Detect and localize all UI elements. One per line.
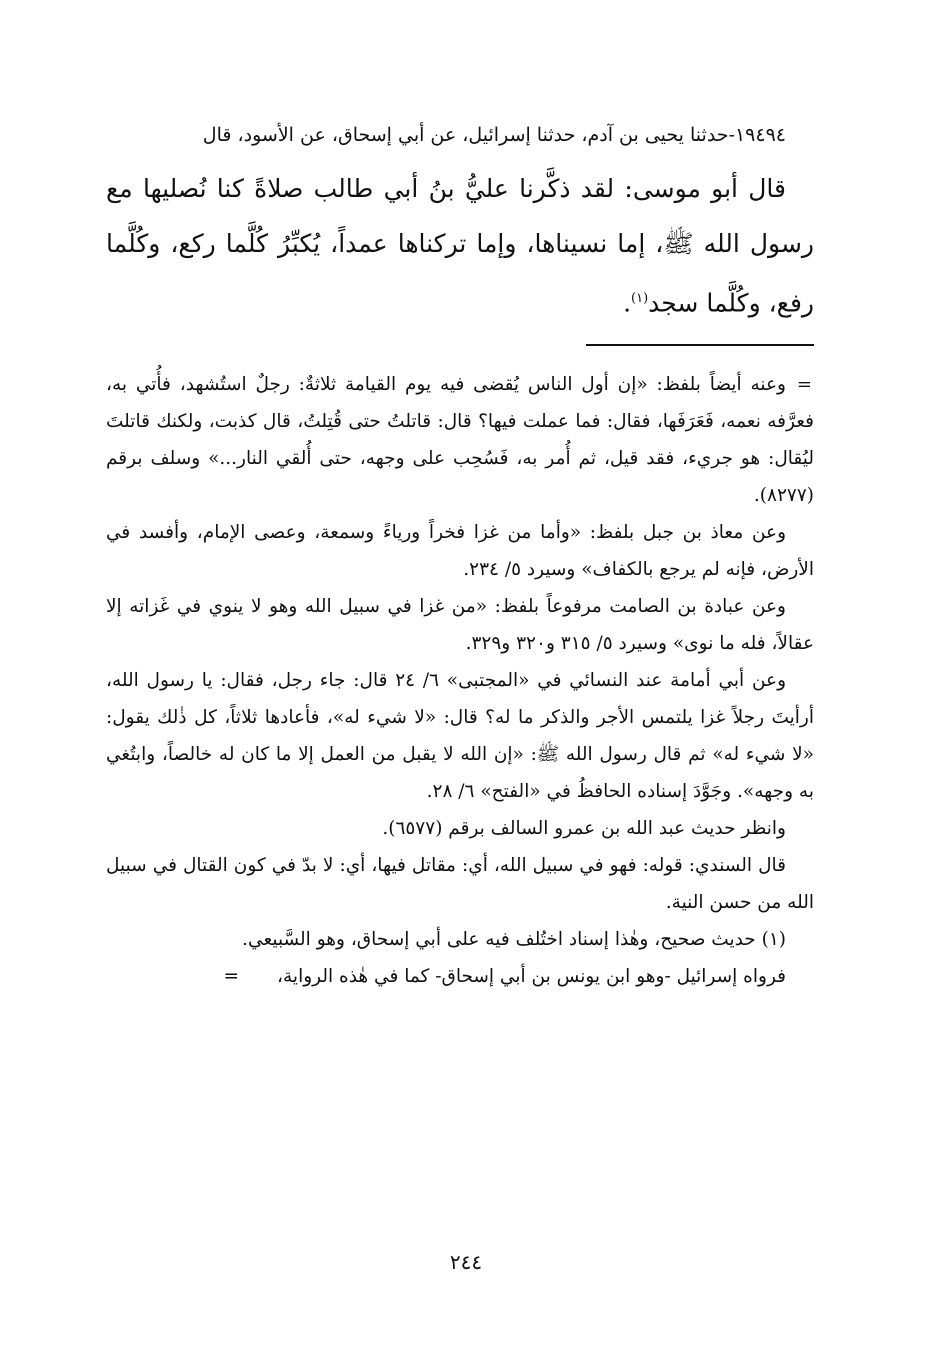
hadith-matn-text: قال أبو موسى: لقد ذكَّرنا عليُّ بنُ أبي طالب صلاةً كنا نُصليها مع رسول الله ﷺ، إما نسيناها، وإما تركناها عمداً، يُكبِّرُ كُلَّما ركع، وكُلَّما رفع، وكُلَّما سجد <box>106 174 814 318</box>
footnote-separator <box>586 344 814 346</box>
footnote-paragraph: (١) حديث صحيح، وهٰذا إسناد اختُلف فيه على أبي إسحاق، وهو السَّبيعي. <box>242 929 786 951</box>
footnote-paragraph: وانظر حديث عبد الله بن عمرو السالف برقم (٦٥٧٧). <box>382 818 786 840</box>
book-page <box>106 116 814 1315</box>
footnote-paragraph: قال السندي: قوله: فهو في سبيل الله، أي: مقاتل فيها، أي: لا بدّ في كون القتال في سبيل الله من حسن النية. <box>106 855 814 914</box>
footnotes-section <box>106 366 814 995</box>
footnote-paragraph: وعن عبادة بن الصامت مرفوعاً بلفظ: «من غزا في سبيل الله وهو لا ينوي في غَزاته إلا عقالاً، فله ما نوى» وسيرد ٥/ ٣١٥ و٣٢٠ و٣٢٩. <box>106 596 814 655</box>
footnote-reference: (١) <box>631 291 649 306</box>
continuation-mark-end: = <box>223 966 240 988</box>
footnote-text: وعنه أيضاً بلفظ: «إن أول الناس يُقضى فيه يوم القيامة ثلاثةٌ: رجلٌ استُشهد، فأُتي به، فعرَّفه نعمه، فَعَرَفَها، فقال: فما عملت فيها؟ قال: قاتلتُ حتى قُتِلتُ، قال كذبت، ولكنك قاتلتَ ليُقال: هو جريء، فقد قيل، ثم أُمر به، فَسُحِب على وجهه، حتى أُلقي النار...» وسلف برقم (٨٢٧٧). <box>106 374 814 507</box>
hadith-matn-end: . <box>623 288 632 318</box>
footnote-paragraph <box>106 958 814 995</box>
footnote-paragraph: وعن معاذ بن جبل بلفظ: «وأما من غزا فخراً ورياءً وسمعة، وعصى الإمام، وأفسد في الأرض، فإنه لم يرجع بالكفاف» وسيرد ٥/ ٢٣٤. <box>106 522 814 581</box>
footnote-text: فرواه إسرائيل -وهو ابن يونس بن أبي إسحاق- كما في هٰذه الرواية، <box>277 966 786 988</box>
hadith-isnad: ١٩٤٩٤-حدثنا يحيى بن آدم، حدثنا إسرائيل، عن أبي إسحاق، عن الأسود، قال <box>202 124 786 146</box>
continuation-mark-start: = <box>796 374 812 396</box>
hadith-matn <box>106 161 814 330</box>
footnote-paragraph: وعن أبي أمامة عند النسائي في «المجتبى» ٦/ ٢٤ قال: جاء رجل، فقال: يا رسول الله، أرأيتَ رجلاً غزا يلتمس الأجر والذكر ما له؟ قال: «لا شيء له»، فأعادها ثلاثاً، كل ذٰلك يقول: «لا شيء له» ثم قال رسول الله ﷺ: «إن الله لا يقبل من العمل إلا ما كان له خالصاً، وابتُغي به وجهه». وجَوَّدَ إسناده الحافظُ في «الفتح» ٦/ ٢٨. <box>106 670 814 803</box>
footnote-paragraph <box>106 366 814 514</box>
page-number: ٢٤٤ <box>449 1250 483 1274</box>
